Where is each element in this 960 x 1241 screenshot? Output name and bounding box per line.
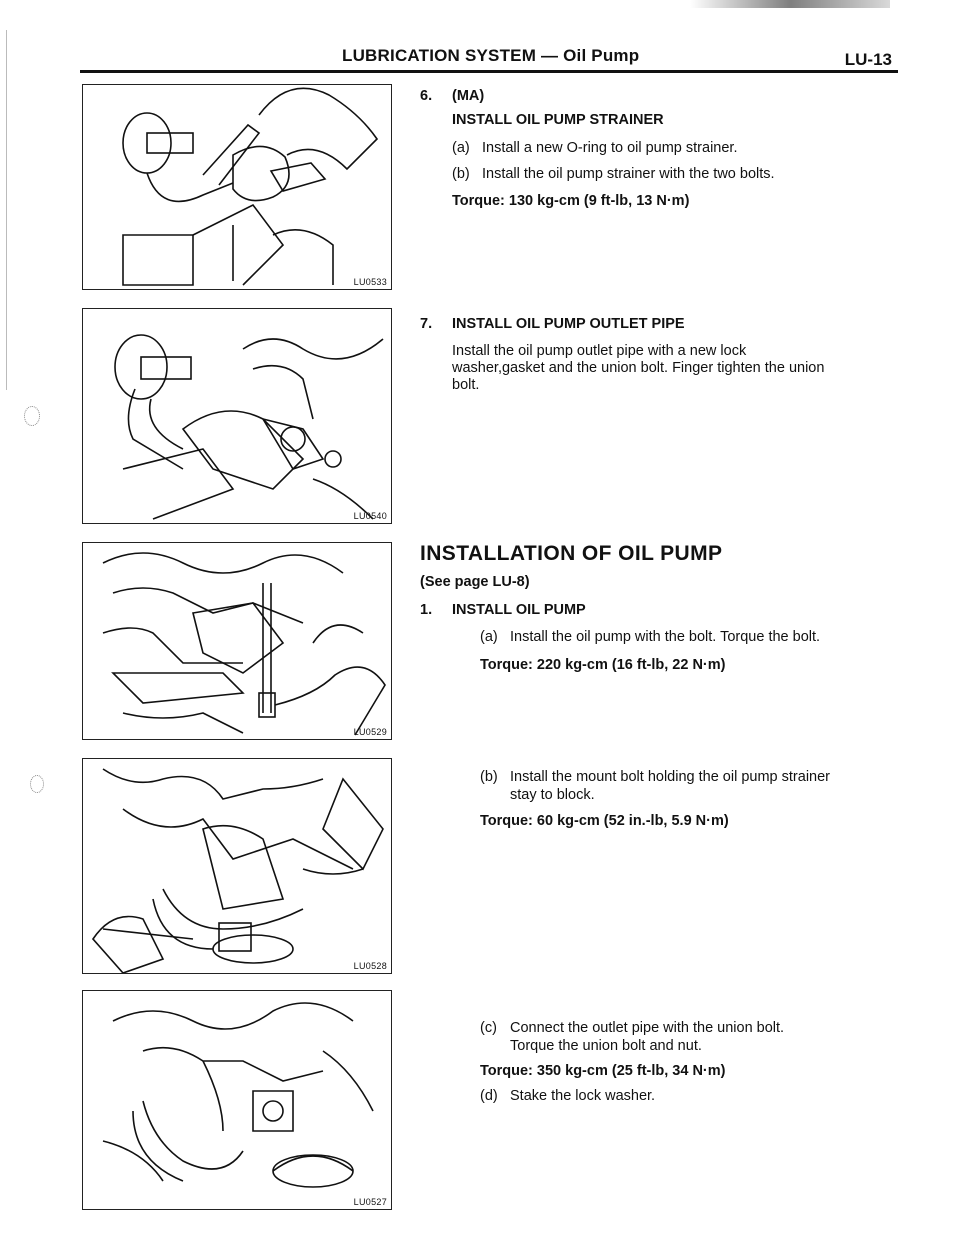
install-step-c-label: (c): [480, 1020, 497, 1036]
step-6-title: INSTALL OIL PUMP STRAINER: [452, 112, 664, 128]
step-6-tag: (MA): [452, 88, 485, 104]
figure-code: LU0527: [353, 1197, 387, 1207]
page-title: LUBRICATION SYSTEM — Oil Pump: [342, 46, 640, 65]
install-step-a: [480, 629, 820, 646]
figure-code: LU0533: [353, 277, 387, 287]
install-step-d: [480, 1088, 655, 1105]
margin-mark: [30, 775, 44, 793]
step-7-line: bolt.: [452, 377, 480, 393]
page-header: [80, 42, 898, 76]
install-step-c-text: Connect the outlet pipe with the union bolt.: [510, 1020, 785, 1036]
install-step-b-text: Install the mount bolt holding the oil pump strainer: [510, 769, 830, 785]
install-step-d-label: (d): [480, 1088, 498, 1104]
step-6a: [452, 140, 737, 157]
figure-code: LU0540: [353, 511, 387, 521]
step-6b: [452, 166, 775, 183]
step-1-number: 1.: [420, 602, 433, 618]
install-pump-illustration: [83, 543, 391, 739]
install-step-c: [480, 1020, 784, 1037]
figure-outlet-pipe: [82, 308, 392, 524]
step-6-number: 6.: [420, 88, 433, 104]
scan-smudge: [690, 0, 890, 8]
install-step-d-text: Stake the lock washer.: [510, 1088, 656, 1104]
install-step-b-label: (b): [480, 769, 498, 785]
step-6a-label: (a): [452, 140, 470, 156]
figure-code: LU0529: [353, 727, 387, 737]
step-6-torque: Torque: 130 kg-cm (9 ft-lb, 13 N·m): [452, 193, 690, 209]
figure-mount-bolt: [82, 758, 392, 974]
install-step-c-torque: Torque: 350 kg-cm (25 ft-lb, 34 N·m): [480, 1063, 726, 1079]
install-step-b-cont: stay to block.: [510, 787, 595, 803]
figure-install-oil-pump: [82, 542, 392, 740]
install-step-a-label: (a): [480, 629, 498, 645]
binder-line: [6, 30, 7, 390]
step-6a-text: Install a new O-ring to oil pump strainer.: [482, 140, 738, 156]
see-page-reference: (See page LU-8): [420, 574, 530, 590]
margin-mark: [24, 406, 40, 426]
install-step-a-torque: Torque: 220 kg-cm (16 ft-lb, 22 N·m): [480, 657, 726, 673]
step-6b-text: Install the oil pump strainer with the two bolts.: [482, 166, 775, 182]
strainer-illustration: [83, 85, 391, 289]
figure-outlet-pipe-union-bolt: [82, 990, 392, 1210]
step-7-text: [452, 343, 900, 394]
step-7-number: 7.: [420, 316, 433, 332]
figure-oil-pump-strainer: [82, 84, 392, 290]
install-step-c-cont: Torque the union bolt and nut.: [510, 1038, 702, 1054]
install-step-b-torque: Torque: 60 kg-cm (52 in.-lb, 5.9 N·m): [480, 813, 729, 829]
step-7-title: INSTALL OIL PUMP OUTLET PIPE: [452, 316, 685, 332]
page-code: LU-13: [844, 50, 892, 69]
step-1-title: INSTALL OIL PUMP: [452, 602, 586, 618]
install-step-a-text: Install the oil pump with the bolt. Torque the bolt.: [510, 629, 821, 645]
section-title: INSTALLATION OF OIL PUMP: [420, 542, 723, 565]
install-step-b: [480, 769, 830, 786]
step-7-line: washer,gasket and the union bolt. Finger tighten the union: [452, 360, 825, 376]
mount-bolt-illustration: [83, 759, 391, 973]
step-6b-label: (b): [452, 166, 470, 182]
step-7-line: Install the oil pump outlet pipe with a new lock: [452, 343, 747, 359]
union-bolt-illustration: [83, 991, 391, 1209]
figure-code: LU0528: [353, 961, 387, 971]
header-rule: [80, 70, 898, 73]
outlet-pipe-illustration: [83, 309, 391, 523]
